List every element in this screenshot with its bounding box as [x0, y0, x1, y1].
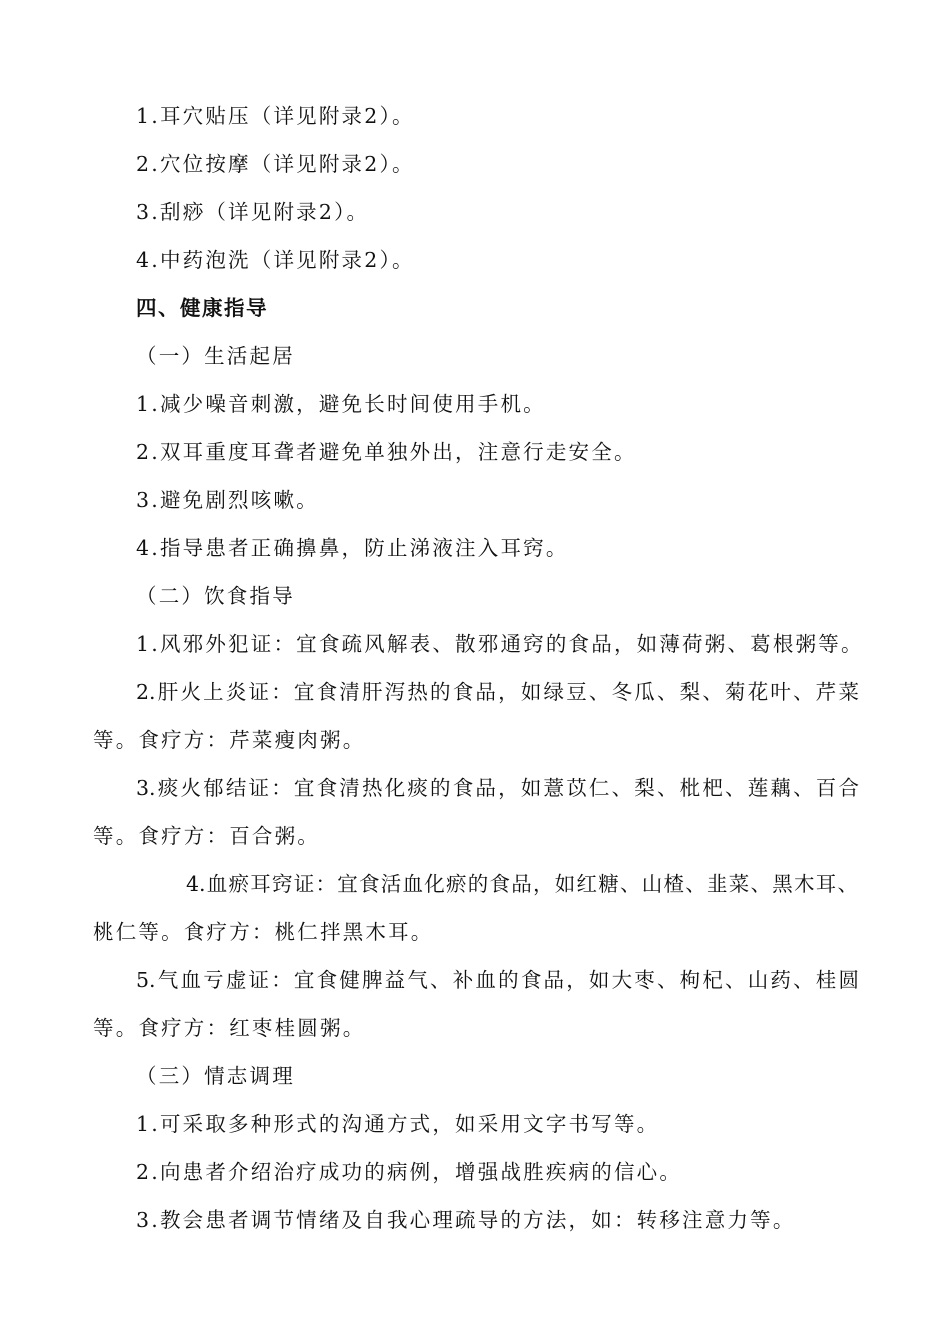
list-item-continuation: 等。食疗方：百合粥。 — [93, 824, 320, 848]
list-item-continuation: 桃仁等。食疗方：桃仁拌黑木耳。 — [93, 920, 434, 944]
list-item: 3.避免剧烈咳嗽。 — [136, 488, 319, 512]
list-item: 1.耳穴贴压（详见附录2）。 — [136, 104, 415, 128]
list-item: 4.指导患者正确擤鼻，防止涕液注入耳窍。 — [136, 536, 569, 560]
list-item: 1.可采取多种形式的沟通方式，如采用文字书写等。 — [136, 1112, 660, 1136]
list-item: 3.教会患者调节情绪及自我心理疏导的方法，如：转移注意力等。 — [136, 1208, 796, 1232]
subsection-heading: （三）情志调理 — [136, 1064, 295, 1088]
list-item: 1.风邪外犯证：宜食疏风解表、散邪通窍的食品，如薄荷粥、葛根粥等。 — [136, 632, 864, 656]
list-item: 3.痰火郁结证：宜食清热化痰的食品，如薏苡仁、梨、枇杷、莲藕、百合 — [136, 776, 859, 800]
list-item: 4.中药泡洗（详见附录2）。 — [136, 248, 415, 272]
list-item: 4.血瘀耳窍证：宜食活血化瘀的食品，如红糖、山楂、韭菜、黑木耳、 — [186, 872, 858, 896]
section-title: 四、健康指导 — [136, 296, 268, 320]
list-item: 3.刮痧（详见附录2）。 — [136, 200, 370, 224]
list-item: 2.双耳重度耳聋者避免单独外出，注意行走安全。 — [136, 440, 637, 464]
subsection-heading: （一）生活起居 — [136, 344, 295, 368]
list-item: 1.减少噪音刺激，避免长时间使用手机。 — [136, 392, 546, 416]
list-item-continuation: 等。食疗方：芹菜瘦肉粥。 — [93, 728, 366, 752]
list-item: 2.穴位按摩（详见附录2）。 — [136, 152, 415, 176]
list-item: 2.向患者介绍治疗成功的病例，增强战胜疾病的信心。 — [136, 1160, 683, 1184]
subsection-heading: （二）饮食指导 — [136, 584, 295, 608]
list-item: 2.肝火上炎证：宜食清肝泻热的食品，如绿豆、冬瓜、梨、菊花叶、芹菜 — [136, 680, 859, 704]
list-item-continuation: 等。食疗方：红枣桂圆粥。 — [93, 1016, 366, 1040]
list-item: 5.气血亏虚证：宜食健脾益气、补血的食品，如大枣、枸杞、山药、桂圆 — [136, 968, 859, 992]
